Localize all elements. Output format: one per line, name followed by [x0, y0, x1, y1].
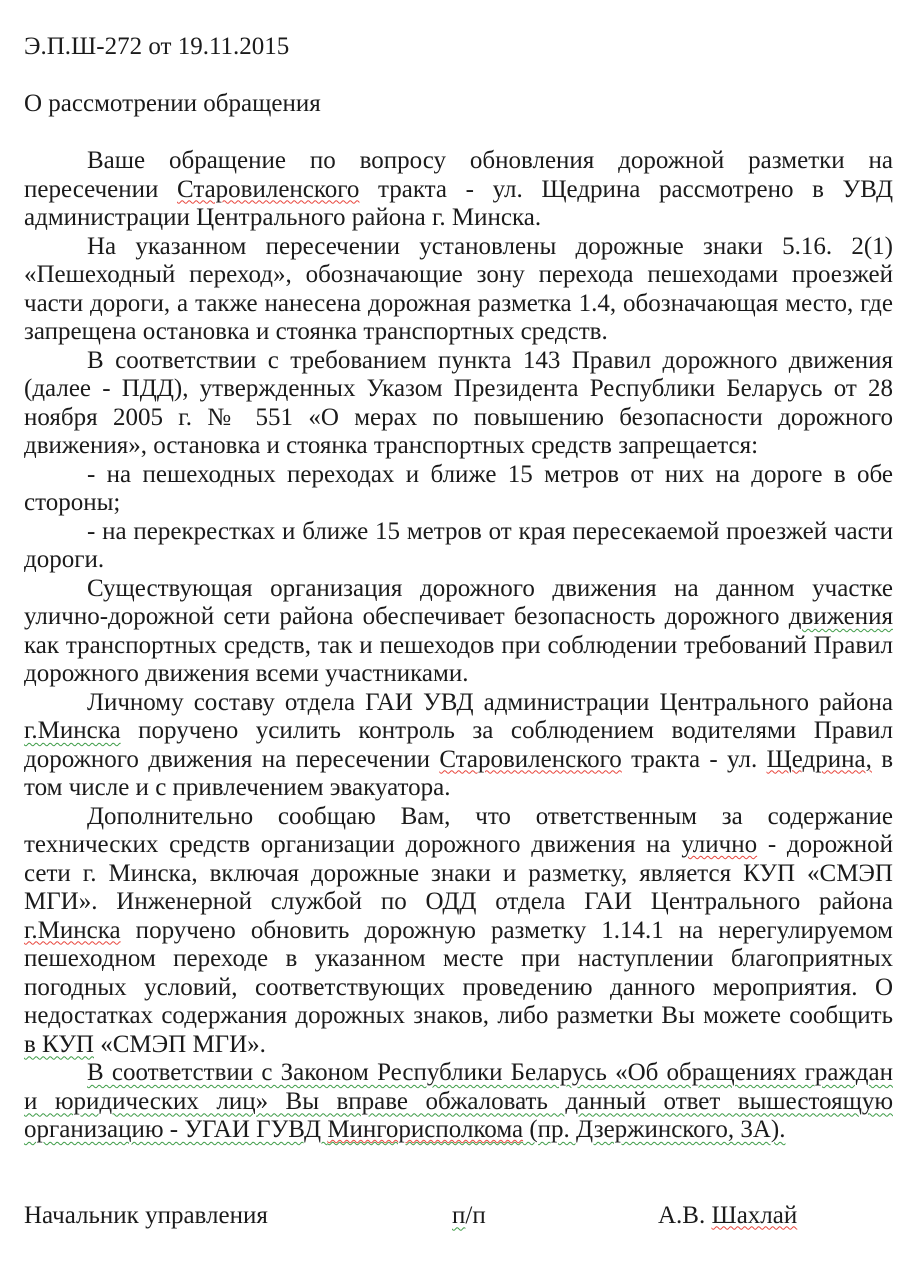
text-segment: А.В.: [658, 1201, 712, 1229]
text-segment: На указанном пересечении установлены дорожные знаки 5.16. 2(1) «Пешеходный переход», обозначающие зону перехода пешеходами проезжей части дороги, а также нанесена дорожная разметка 1.4, обозначающая место, где запрещена остановка и стоянка транспортных средств.: [24, 232, 893, 345]
spellcheck-green-text: г.Минска: [24, 717, 121, 744]
text-segment: - на пешеходных переходах и ближе 15 метров от них на дороге в обе стороны;: [24, 460, 893, 516]
spellcheck-red-text: Старовиленского: [177, 175, 360, 203]
paragraph: [24, 803, 893, 1060]
reference-number: Э.П.Ш-272 от 19.11.2015: [24, 33, 290, 60]
spellcheck-red-text: улично: [681, 831, 758, 858]
spellcheck-green-text: [327, 1116, 523, 1143]
signature-row: [24, 1202, 893, 1231]
signature-seal: [452, 1202, 486, 1231]
paragraph: [24, 518, 893, 575]
paragraph: [24, 147, 893, 233]
spellcheck-green-text: в КУП: [24, 1030, 94, 1058]
text-segment: Ваше обращение по вопросу обновления дорожной разметки на пересечении: [24, 147, 893, 203]
text-segment: Дополнительно сообщаю Вам, что ответственным за содержание технических средств организации дорожного движения на: [24, 802, 893, 858]
text-segment: тракта - ул.: [621, 745, 767, 773]
text-segment: - на перекрестках и ближе 15 метров от края пересекаемой проезжей части дороги.: [24, 517, 893, 573]
paragraph: [24, 347, 893, 461]
spellcheck-green-text: В соответствии с Законом Республики Беларусь «Об обращениях граждан и юридических лиц» Вы вправе обжаловать данный ответ вышестоящую организацию - УГАИ ГУВД: [24, 1059, 893, 1143]
spellcheck-red-text: Шахлай: [711, 1201, 798, 1229]
text-segment: «СМЭП МГИ».: [93, 1030, 266, 1058]
text-segment: - дорожной сети г. Минска, включая дорожные знаки и разметку, является КУП «СМЭП МГИ». Инженерной службой по ОДД отдела ГАИ Центрального района: [24, 831, 894, 915]
text-segment: как транспортных средств, так и пешеходов при соблюдении требований Правил дорожного движения всеми участниками.: [24, 631, 893, 687]
text-segment: поручено усилить контроль за соблюдением водителями Правил дорожного движения на пересечении: [24, 717, 893, 773]
spellcheck-red-text: г.Минска: [24, 916, 121, 944]
text-segment: /п: [465, 1201, 486, 1229]
spellcheck-red-text: Старовиленского: [439, 745, 622, 773]
spellcheck-green-text: п: [452, 1201, 466, 1229]
text-segment: в том числе и с привлечением эвакуатора.: [24, 745, 893, 801]
document-body: [24, 147, 893, 1145]
text-segment: Личному составу отдела ГАИ УВД администрации Центрального района: [87, 688, 893, 716]
signature-position: Начальник управления: [24, 1201, 268, 1229]
spellcheck-red-text: Мингорисполкома: [327, 1116, 524, 1143]
text-segment: тракта - ул. Щедрина рассмотрено в УВД администрации Центрального района г. Минска.: [24, 175, 894, 231]
spellcheck-red-text: Щедрина,: [766, 745, 872, 773]
signature-name: [658, 1202, 797, 1231]
spellcheck-green-text: движения: [788, 603, 893, 630]
spellcheck-green-text: (пр. Дзержинского, 3А).: [523, 1116, 786, 1143]
paragraph: [24, 461, 893, 518]
text-segment: Существующая организация дорожного движения на данном участке улично-дорожной сети района обеспечивает безопасность дорожного: [24, 574, 893, 630]
paragraph: [24, 233, 893, 347]
subject-line: О рассмотрении обращения: [24, 90, 321, 117]
text-segment: В соответствии с требованием пункта 143 Правил дорожного движения (далее - ПДД), утвержденных Указом Президента Республики Беларусь от 28 ноября 2005 г. № 551 «О мерах по повышению безопасности дорожного движения», остановка и стоянка транспортных средств запрещается:: [24, 346, 893, 459]
paragraph: [24, 1059, 893, 1145]
text-segment: поручено обновить дорожную разметку 1.14.1 на нерегулируемом пешеходном переходе в указанном месте при наступлении благоприятных погодных условий, соответствующих проведению данного мероприятия. О недостатках содержания дорожных знаков, либо разметки Вы можете сообщить: [24, 916, 893, 1029]
paragraph: [24, 575, 893, 689]
paragraph: [24, 689, 893, 803]
